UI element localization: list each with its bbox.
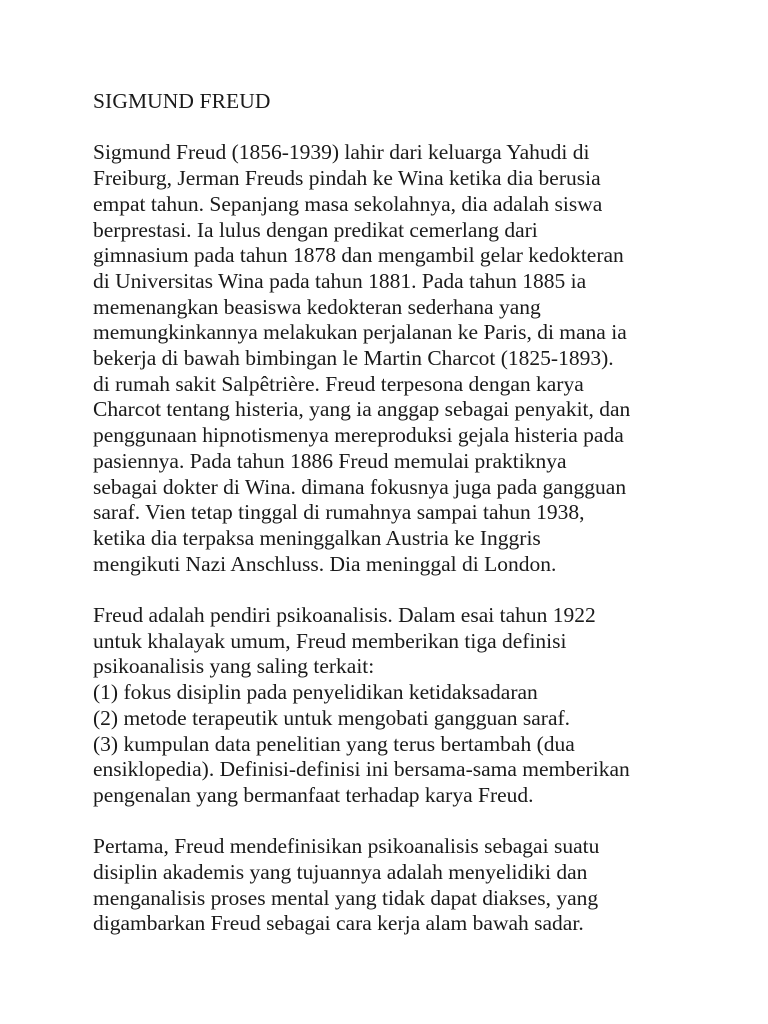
text-line: digambarkan Freud sebagai cara kerja alam bawah sadar. — [93, 911, 584, 936]
text-line: di rumah sakit Salpêtrière. Freud terpesona dengan karya — [93, 371, 584, 396]
document-title: SIGMUND FREUD — [93, 89, 271, 113]
text-line: saraf. Vien tetap tinggal di rumahnya sampai tahun 1938, — [93, 500, 585, 525]
text-line: (1) fokus disiplin pada penyelidikan ketidaksadaran — [93, 680, 538, 705]
text-line: Freud adalah pendiri psikoanalisis. Dalam esai tahun 1922 — [93, 603, 596, 628]
text-line: gimnasium pada tahun 1878 dan mengambil gelar kedokteran — [93, 243, 624, 268]
text-line: disiplin akademis yang tujuannya adalah menyelidiki dan — [93, 860, 588, 885]
text-line: penggunaan hipnotismenya mereproduksi gejala histeria pada — [93, 423, 624, 448]
text-line: psikoanalisis yang saling terkait: — [93, 654, 375, 679]
paragraph-definitions — [93, 603, 713, 809]
text-line: untuk khalayak umum, Freud memberikan tiga definisi — [93, 628, 567, 653]
text-line: ketika dia terpaksa meninggalkan Austria ke Inggris — [93, 525, 541, 550]
text-line: (2) metode terapeutik untuk mengobati gangguan saraf. — [93, 705, 571, 730]
paragraph-first-definition — [93, 834, 713, 937]
text-line: pengenalan yang bermanfaat terhadap karya Freud. — [93, 782, 534, 807]
text-line: di Universitas Wina pada tahun 1881. Pada tahun 1885 ia — [93, 268, 587, 293]
text-line: pasiennya. Pada tahun 1886 Freud memulai praktiknya — [93, 448, 567, 473]
text-line: sebagai dokter di Wina. dimana fokusnya juga pada gangguan — [93, 474, 627, 499]
text-line: Freiburg, Jerman Freuds pindah ke Wina ketika dia berusia — [93, 166, 601, 191]
text-line: menganalisis proses mental yang tidak dapat diakses, yang — [93, 885, 599, 910]
text-line: (3) kumpulan data penelitian yang terus bertambah (dua — [93, 731, 575, 756]
paragraph-gap — [93, 577, 713, 603]
text-line: mengikuti Nazi Anschluss. Dia meninggal di London. — [93, 551, 557, 576]
text-line: empat tahun. Sepanjang masa sekolahnya, dia adalah siswa — [93, 191, 603, 216]
text-line: memenangkan beasiswa kedokteran sederhana yang — [93, 294, 541, 319]
paragraph-gap — [93, 809, 713, 835]
text-line: berprestasi. Ia lulus dengan predikat cemerlang dari — [93, 217, 538, 242]
text-line: ensiklopedia). Definisi-definisi ini bersama-sama memberikan — [93, 757, 630, 782]
paragraph-biography — [93, 140, 713, 577]
text-line: memungkinkannya melakukan perjalanan ke Paris, di mana ia — [93, 320, 627, 345]
paragraph-gap — [93, 115, 713, 141]
text-line: Charcot tentang histeria, yang ia anggap sebagai penyakit, dan — [93, 397, 631, 422]
text-line: Sigmund Freud (1856-1939) lahir dari keluarga Yahudi di — [93, 140, 590, 165]
text-line: bekerja di bawah bimbingan le Martin Charcot (1825-1893). — [93, 346, 614, 371]
text-line: Pertama, Freud mendefinisikan psikoanalisis sebagai suatu — [93, 834, 600, 859]
document-body — [93, 89, 713, 937]
